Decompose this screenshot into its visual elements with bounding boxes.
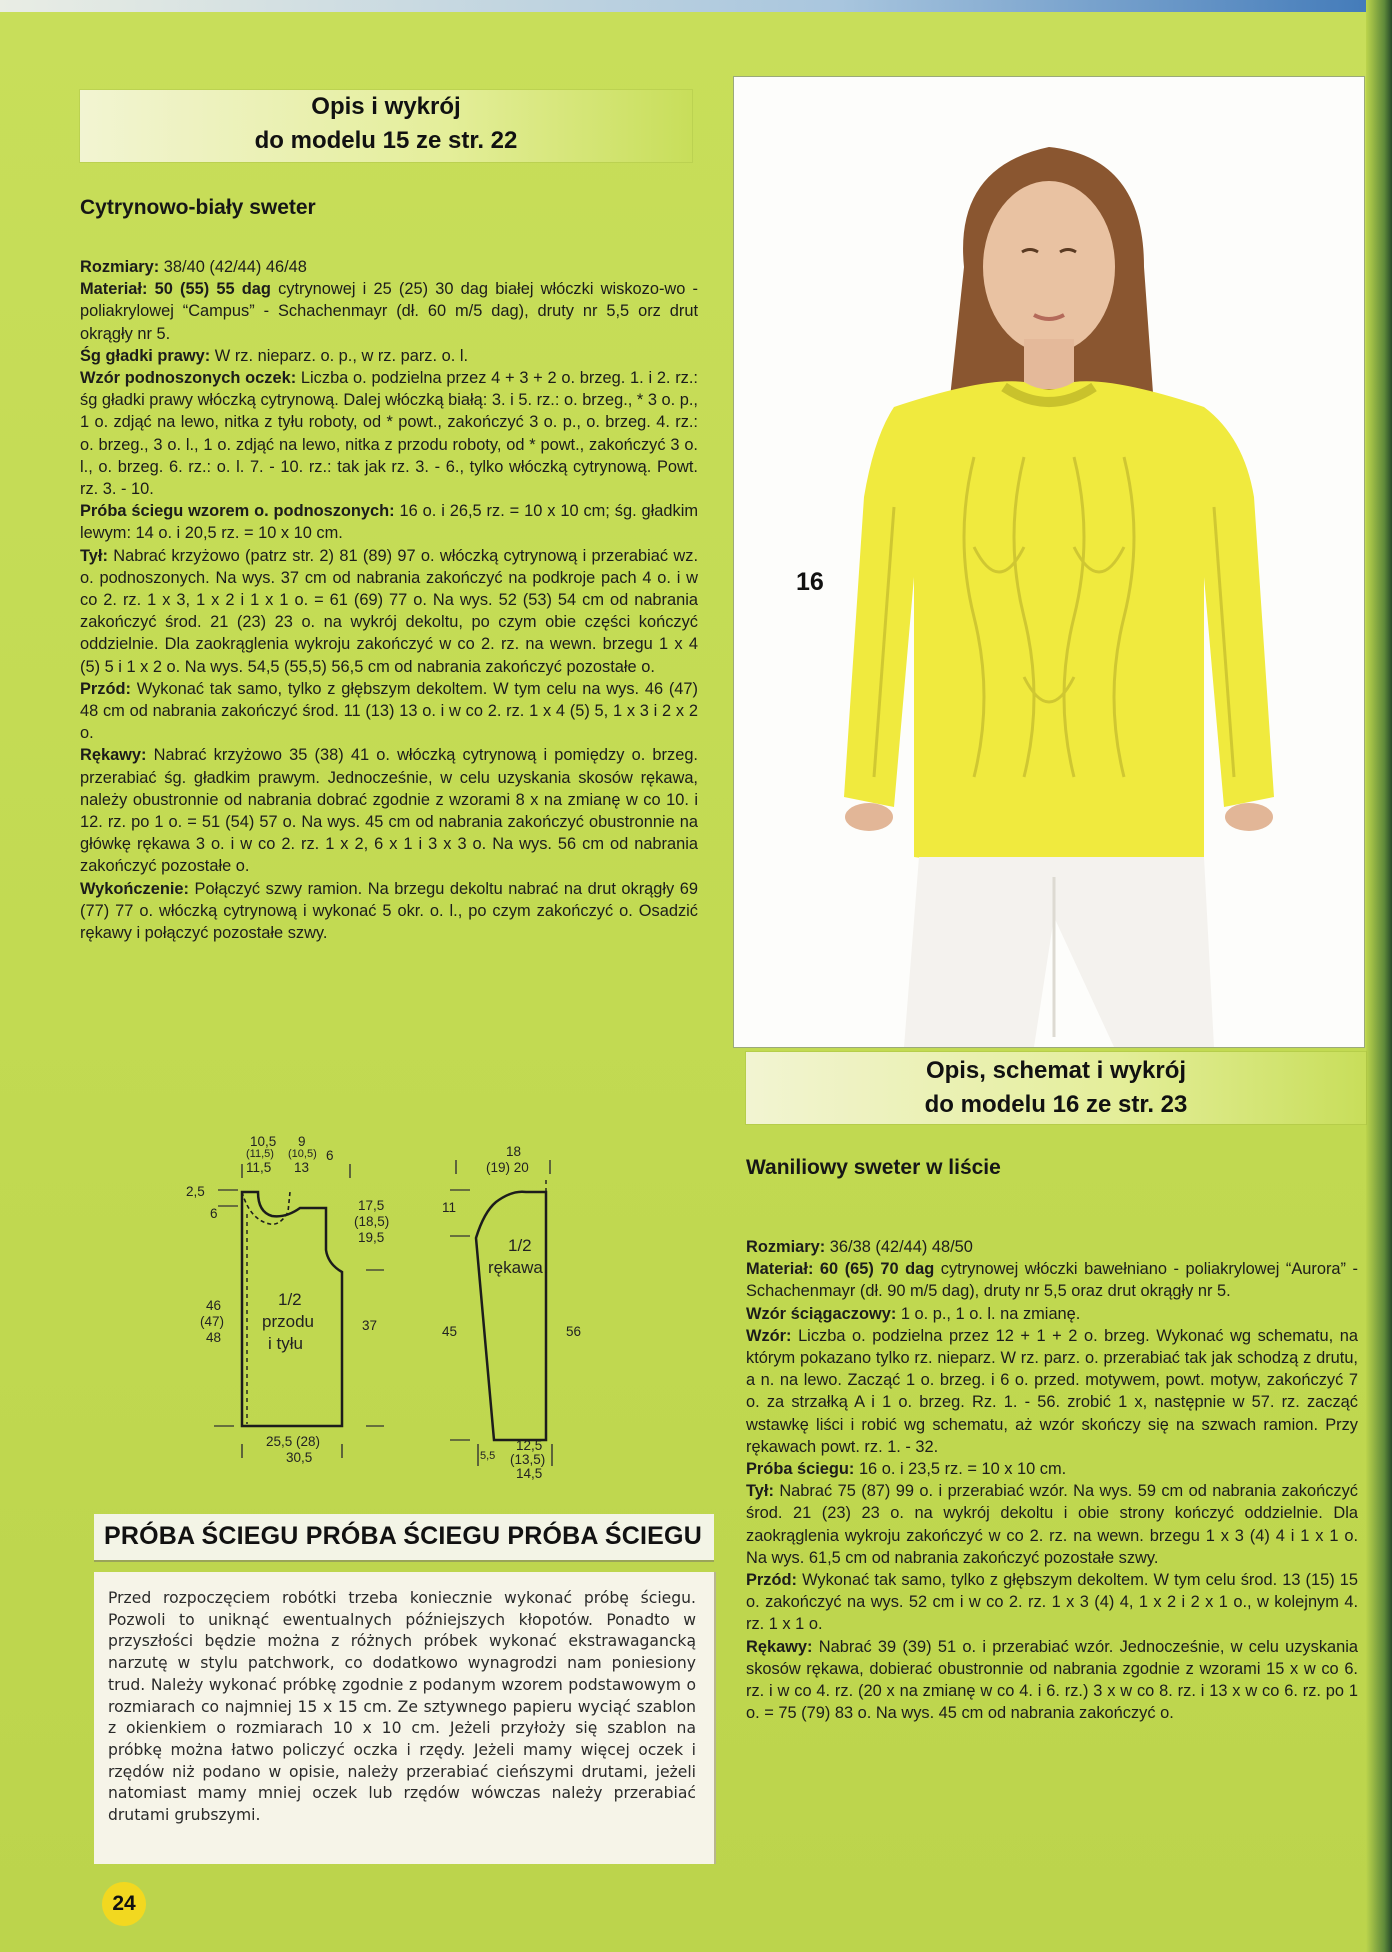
sleeve-top-a: 18 — [506, 1144, 522, 1159]
stitch-sample-text: Przed rozpoczęciem robótki trzeba koniecznie wykonać próbę ściegu. Pozwoli to uniknąć ewentualnych późniejszych kłopotów. Ponadto w przyszłości będzie można z różnych próbek wykonać ekstrawagancką narzutę w stylu patchwork, co dodatkowo wynagrodzi nam poniesiony trud. Należy wykonać próbkę zgodnie z podanym wzorem podstawowym o rozmiarach co najmniej 15 x 15 cm. Ze sztywnego papieru wyciąć szablon z okienkiem o rozmiarach 10 x 10 cm. Jeżeli przyłoży się szablon na próbkę można łatwo policzyć oczka i rzędy. Jeżeli mamy więcej oczek i rzędów niż podano w opisie, należy przerabiać cieńszymi drutami, jeżeli natomiast mamy mniej oczek lub rzędów wówczas należy przerabiać drutami grubszymi. — [108, 1589, 696, 1825]
left-subtitle: Cytrynowo-biały sweter — [80, 196, 316, 219]
body-label-1: 1/2 — [278, 1290, 302, 1309]
sweater-model-illustration — [734, 77, 1364, 1047]
body-height: 37 — [362, 1318, 378, 1333]
left-paragraph-label: Tył: — [80, 546, 108, 565]
sleeve-bottom-b: 12,5 — [516, 1438, 543, 1453]
left-paragraph — [80, 744, 698, 877]
stitch-sample-heading: PRÓBA ŚCIEGU PRÓBA ŚCIEGU PRÓBA ŚCIEGU — [104, 1522, 702, 1550]
left-paragraph — [80, 345, 698, 367]
sleeve-bottom-c: (13,5) — [510, 1452, 546, 1467]
left-paragraph-label: Próba ściegu wzorem o. podnoszonych: — [80, 502, 395, 521]
body-left-a: 2,5 — [186, 1184, 205, 1199]
right-paragraph-text: cytrynowej włóczki bawełniano - poliakrylowej “Aurora” - Schachenmayr (dł. 90 m/5 dag), druty nr 5,5 oraz drut okrągły nr 5. — [746, 1260, 1358, 1301]
left-paragraph-label: Wzór podnoszonych oczek: — [80, 369, 297, 388]
right-paragraph-label: Wzór: — [746, 1326, 792, 1345]
right-paragraph — [746, 1303, 1358, 1325]
left-paragraph-label: Rękawy: — [80, 746, 147, 765]
left-header-line2: do modelu 15 ze str. 22 — [254, 127, 518, 154]
left-paragraph — [80, 500, 698, 544]
left-paragraph-label: Wykończenie: — [80, 879, 189, 898]
sleeve-top-b: (19) 20 — [486, 1160, 529, 1175]
left-instructions — [80, 256, 698, 944]
body-top-e: 6 — [326, 1148, 334, 1163]
right-paragraph — [746, 1458, 1358, 1480]
body-top-g: 13 — [294, 1160, 310, 1175]
right-paragraph-text: Liczba o. podzielna przez 12 + 1 + 2 o. brzeg. Wykonać wg schematu, na którym pokazano tylko rz. nieparz. W rz. parz. o. przerabiać tak jak schodzą z drutu, a n. na lewo. Zacząć 1 o. brzeg. i 6 o. przed. motywem, powt. motyw, zakończyć 7 o. za strzałką A i 1 o. brzeg. Rz. 1. - 56. zrobić 1 x, następnie w 57. rz. zacząć wstawkę liści i robić wg schematu, aż wzór skończy się na szwach ramion. Przy rękawach powt. rz. 1. - 32. — [746, 1326, 1358, 1456]
left-paragraph — [80, 545, 698, 678]
body-top-c: (11,5) — [246, 1148, 274, 1160]
sleeve-left-top: 11 — [442, 1200, 457, 1215]
body-top-d: (10,5) — [288, 1148, 317, 1160]
body-bottom-a: 25,5 (28) — [266, 1434, 321, 1449]
body-side-b: (47) — [200, 1314, 225, 1329]
right-instructions — [746, 1236, 1358, 1724]
right-paragraph-text: 1 o. p., 1 o. l. na zmianę. — [896, 1304, 1081, 1323]
sleeve-outline-svg — [436, 1140, 606, 1480]
right-header-box — [746, 1052, 1366, 1124]
right-paragraph-label: Próba ściegu: — [746, 1460, 855, 1479]
left-paragraph-text: 38/40 (42/44) 46/48 — [159, 258, 307, 276]
body-top-f: 11,5 — [246, 1160, 272, 1175]
left-paragraph — [80, 278, 698, 345]
right-paragraph-label: Tył: — [746, 1482, 774, 1501]
model-number-label: 16 — [796, 568, 824, 596]
page-number: 24 — [102, 1882, 146, 1926]
right-paragraph-label: Przód: — [746, 1571, 797, 1590]
right-subtitle: Waniliowy sweter w liście — [746, 1156, 1001, 1179]
sleeve-right: 56 — [566, 1324, 582, 1339]
body-top-b: 9 — [298, 1134, 306, 1149]
left-paragraph-text: Liczba o. podzielna przez 4 + 3 + 2 o. brzeg. 1. i 2. rz.: śg gładki prawy włóczką cytrynową. Dalej włóczką białą: 3. i 5. rz.: o. brzeg., * 3 o. p., 1 o. zdjąć na lewo, nitka z tyłu roboty, od * powt., zakończyć 3 o. p., o. brzeg. 4. rz.: o. brzeg., 3 o. l., 1 o. zdjąć na lewo, nitka z przodu roboty, od * powt., zakończyć 3 o. l., o. brzeg. 6. rz.: o. l. 7. - 10. rz.: tak jak rz. 3. - 6., tylko włóczką cytrynową. Powt. rz. 3. - 10. — [80, 369, 698, 499]
right-paragraph — [746, 1480, 1358, 1569]
left-paragraph — [80, 878, 698, 945]
sleeve-left-main: 45 — [442, 1324, 458, 1339]
stitch-sample-box — [94, 1572, 716, 1864]
right-paragraph-label: Wzór ściągaczowy: — [746, 1304, 897, 1323]
body-label-3: i tyłu — [268, 1334, 303, 1353]
sleeve-label-2: rękawa — [488, 1258, 543, 1277]
left-paragraph — [80, 256, 698, 278]
right-paragraph-text: Wykonać tak samo, tylko z głębszym dekoltem. W tym celu środ. 13 (15) 15 o. zakończyć na wys. 52 cm i w co 2. rz. 1 x 3 (4) 4, 1 x 2 i 2 x 1 o., w kolejnym 4. rz. 1 x 1 o. — [746, 1571, 1358, 1634]
body-right-b: (18,5) — [354, 1214, 390, 1229]
sleeve-label-1: 1/2 — [508, 1236, 532, 1255]
right-paragraph-label: Rozmiary: — [746, 1238, 826, 1256]
model-photo — [733, 76, 1365, 1048]
body-label-2: przodu — [262, 1312, 314, 1331]
left-paragraph — [80, 678, 698, 745]
stitch-sample-heading-box — [94, 1514, 714, 1562]
right-paragraph-text: Nabrać 39 (39) 51 o. i przerabiać wzór. Jednocześnie, w celu uzyskania skosów rękawa, dobierać obustronnie od nabrania zgodnie z wzorami 15 x w co 6. rz. i w co 4. rz. (20 x na zmianę w co 4. i 6. rz.) 3 x w co 8. rz. i 13 x w co 6. rz. po 1 o. = 75 (79) 83 o. Na wys. 45 cm od nabrania zakończyć o. — [746, 1637, 1358, 1723]
right-paragraph — [746, 1636, 1358, 1725]
body-top-a: 10,5 — [250, 1134, 277, 1149]
right-paragraph-text: 36/38 (42/44) 48/50 — [825, 1238, 973, 1256]
left-paragraph-text: cytrynowej i 25 (25) 30 dag białej włóczki wiskozo-wo - poliakrylowej “Campus” - Schachenmayr (dł. 60 m/5 dag), druty nr 5,5 orz drut okrągły nr 5. — [80, 280, 698, 343]
left-paragraph-text: Nabrać krzyżowo 35 (38) 41 o. włóczką cytrynową i pomiędzy o. brzeg. przerabiać śg. gładkim prawym. Jednocześnie, w celu uzyskania skosów rękawa, należy obustronnie od nabrania dobrać zgodnie z wzorami 8 x na zmianę w co 10. i 12. rz. po 1 o. = 51 (54) 57 o. Na wys. 45 cm od nabrania zakończyć obustronnie na główkę rękawa 3 o. i w co 2. rz. 1 x 2, 6 x 1 i 3 x 3 o. Na wys. 56 cm od nabrania zakończyć pozostałe o. — [80, 746, 698, 876]
left-header-box — [80, 90, 692, 162]
top-scan-edge — [0, 0, 1392, 12]
right-paragraph — [746, 1258, 1358, 1302]
right-paragraph — [746, 1325, 1358, 1458]
left-paragraph-text: Nabrać krzyżowo (patrz str. 2) 81 (89) 97 o. włóczką cytrynową i przerabiać wz. o. podnoszonych. Na wys. 37 cm od nabrania zakończyć na podkroje pach 4 o. i w co 2. rz. 1 x 3, 1 x 2 i 1 x 1 o. = 61 (69) 77 o. Na wys. 52 (53) 54 cm od nabrania zakończyć środ. 21 (23) 23 o. na wykrój dekoltu, po czym obie części kończyć oddzielnie. Dla zaokrąglenia wykroju zakończyć w co 2. rz. na wewn. brzegu 1 x 4 (5) 5 i 1 x 2 o. Na wys. 54,5 (55,5) 56,5 cm od nabrania zakończyć pozostałe o. — [80, 546, 698, 676]
left-paragraph-text: Połączyć szwy ramion. Na brzegu dekoltu nabrać na drut okrągły 69 (77) 77 o. włóczką cytrynową i wykonać 5 okr. o. l., po czym zakończyć o. Osadzić rękawy i połączyć pozostałe szwy. — [80, 879, 698, 943]
body-side-a: 46 — [206, 1298, 222, 1313]
body-bottom-b: 30,5 — [286, 1450, 313, 1465]
body-right-a: 17,5 — [358, 1198, 385, 1213]
right-paragraph-label: Materiał: 60 (65) 70 dag — [746, 1260, 935, 1279]
right-paragraph-text: Nabrać 75 (87) 99 o. i przerabiać wzór. Na wys. 59 cm od nabrania zakończyć środ. 21 (23) 23 o. na wykrój dekoltu i obie strony kończyć oddzielnie. Dla zaokrąglenia wykroju zakończyć w co 2. rz. na wewn. brzegu 1 x 3 (4) 4 i 1 x 1 o. Na wys. 61,5 cm od nabrania zakończyć pozostałe szwy. — [746, 1482, 1358, 1567]
right-paragraph — [746, 1569, 1358, 1636]
left-paragraph-text: Wykonać tak samo, tylko z głębszym dekoltem. W tym celu na wys. 46 (47) 48 cm od nabrania zakończyć środ. 11 (13) 13 o. i w co 2. rz. 1 x 4 (5) 5, 1 x 3 i 2 x 2 o. — [80, 679, 698, 743]
right-paragraph — [746, 1236, 1358, 1258]
right-header-line2: do modelu 16 ze str. 23 — [924, 1091, 1188, 1118]
left-paragraph-label: Rozmiary: — [80, 258, 160, 276]
left-paragraph-text: 16 o. i 26,5 rz. = 10 x 10 cm; śg. gładkim lewym: 14 o. i 20,5 rz. = 10 x 10 cm. — [80, 502, 698, 543]
pattern-diagram-sleeve — [436, 1140, 606, 1480]
pattern-diagram-body — [180, 1134, 420, 1470]
body-left-b: 6 — [210, 1206, 218, 1221]
left-paragraph-text: W rz. nieparz. o. p., w rz. parz. o. l. — [210, 346, 469, 365]
left-paragraph-label: Przód: — [80, 679, 131, 698]
right-scan-edge — [1366, 0, 1392, 1952]
left-paragraph-label: Materiał: 50 (55) 55 dag — [80, 280, 271, 299]
right-header-line1: Opis, schemat i wykrój — [925, 1057, 1187, 1084]
sleeve-bottom-d: 14,5 — [516, 1466, 543, 1481]
sleeve-bottom-a: 5,5 — [480, 1450, 496, 1462]
body-side-c: 48 — [206, 1330, 222, 1345]
left-header-line1: Opis i wykrój — [311, 93, 461, 120]
left-paragraph-label: Śg gładki prawy: — [80, 346, 211, 365]
left-paragraph — [80, 367, 698, 500]
right-paragraph-label: Rękawy: — [746, 1637, 813, 1656]
body-right-c: 19,5 — [358, 1230, 385, 1245]
right-paragraph-text: 16 o. i 23,5 rz. = 10 x 10 cm. — [854, 1460, 1067, 1479]
